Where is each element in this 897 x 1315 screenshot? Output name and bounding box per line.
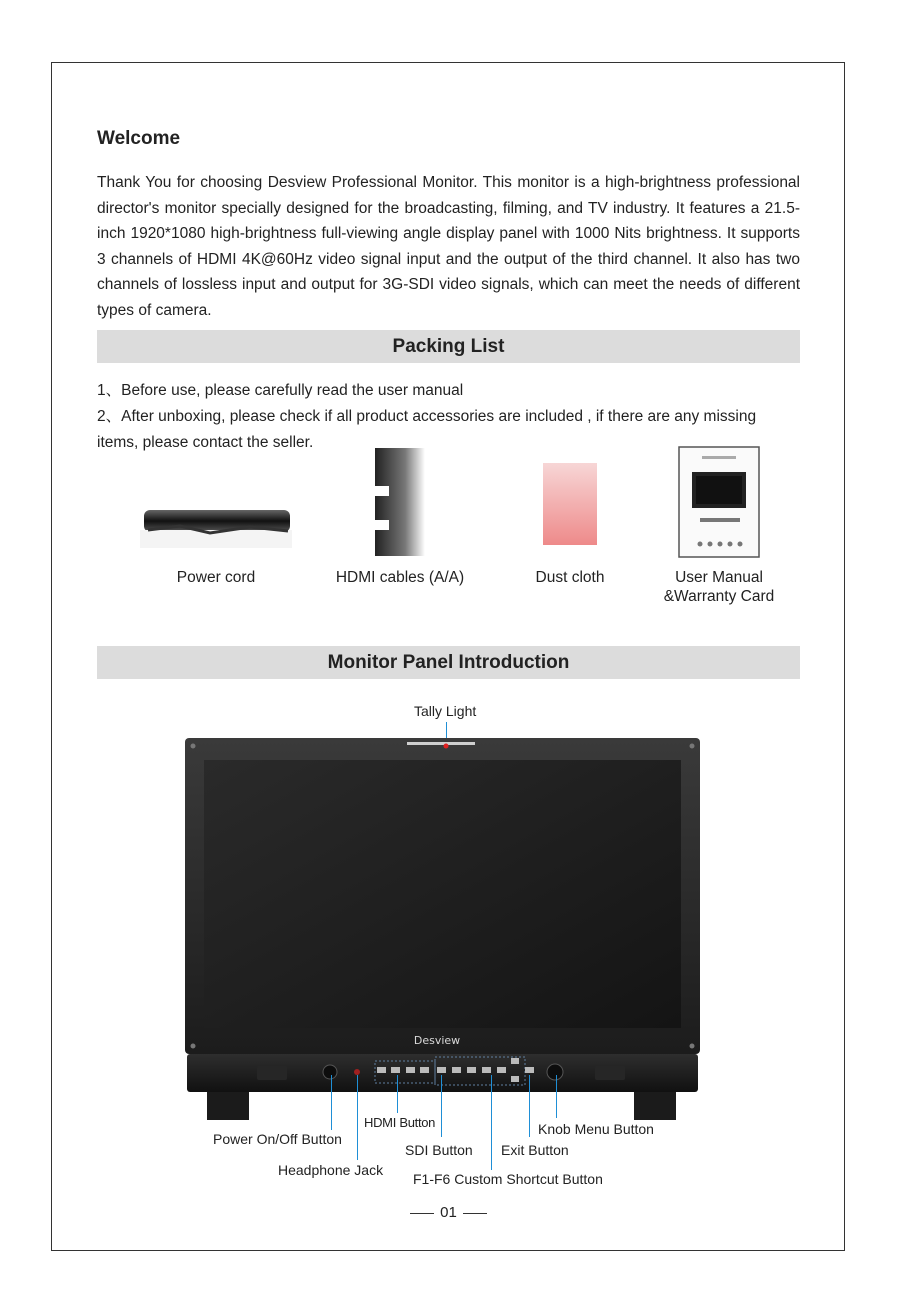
- callout-exit-button: Exit Button: [501, 1142, 569, 1158]
- callout-line-hdmi: [397, 1075, 398, 1113]
- packing-item-2: 2、After unboxing, please check if all product accessories are included , if there are any missing items, please contact the seller.: [97, 408, 757, 451]
- hdmi-cable-icon: [375, 448, 427, 556]
- manual-icon: [678, 446, 760, 558]
- callout-line-sdi: [441, 1075, 442, 1137]
- callout-power-button: Power On/Off Button: [213, 1131, 342, 1147]
- accessory-label-hdmi-cable: HDMI cables (A/A): [335, 569, 465, 586]
- welcome-heading: Welcome: [97, 128, 181, 149]
- page-number: [0, 1204, 897, 1221]
- callout-knob-button: Knob Menu Button: [538, 1121, 654, 1137]
- brand-logo: Desview: [413, 1034, 461, 1047]
- callout-line-power: [331, 1075, 332, 1130]
- power-cord-icon: [140, 500, 292, 552]
- accessory-label-power-cord: Power cord: [176, 569, 256, 586]
- page-number-text: 01: [440, 1204, 457, 1221]
- accessory-label-manual: User Manual &Warranty Card: [663, 569, 775, 605]
- page-number-dash-right: [463, 1213, 487, 1214]
- callout-shortcut-buttons: F1-F6 Custom Shortcut Button: [413, 1171, 603, 1187]
- callout-line-headphone: [357, 1075, 358, 1160]
- page-number-dash-left: [410, 1213, 434, 1214]
- packing-item-1: 1、Before use, please carefully read the user manual: [97, 382, 464, 399]
- welcome-paragraph: Thank You for choosing Desview Professional Monitor. This monitor is a high-brightness professional director's monitor specially designed for the broadcasting, filming, and TV industry. It features a 21.5-inch 1920*1080 high-brightness full-viewing angle display panel with 1000 Nits brightness. It supports 3 channels of HDMI 4K@60Hz video signal input and the output of the third channel. It also has two channels of lossless input and output for 3G-SDI video signals, which can meet the needs of different types of camera.: [97, 174, 800, 319]
- monitor-panel-header: Monitor Panel Introduction: [97, 646, 800, 679]
- callout-headphone-jack: Headphone Jack: [278, 1162, 384, 1178]
- callout-line-knob: [556, 1075, 557, 1118]
- callout-tally-light: Tally Light: [414, 703, 477, 719]
- dust-cloth-icon: [543, 463, 597, 545]
- callout-sdi-button: SDI Button: [405, 1142, 473, 1158]
- callout-line-exit: [529, 1075, 530, 1137]
- monitor-illustration: [185, 738, 700, 1123]
- callout-line-shortcut: [491, 1075, 492, 1170]
- accessory-label-dust-cloth: Dust cloth: [535, 569, 605, 586]
- packing-list-header: Packing List: [97, 330, 800, 363]
- callout-hdmi-button: HDMI Button: [364, 1115, 436, 1130]
